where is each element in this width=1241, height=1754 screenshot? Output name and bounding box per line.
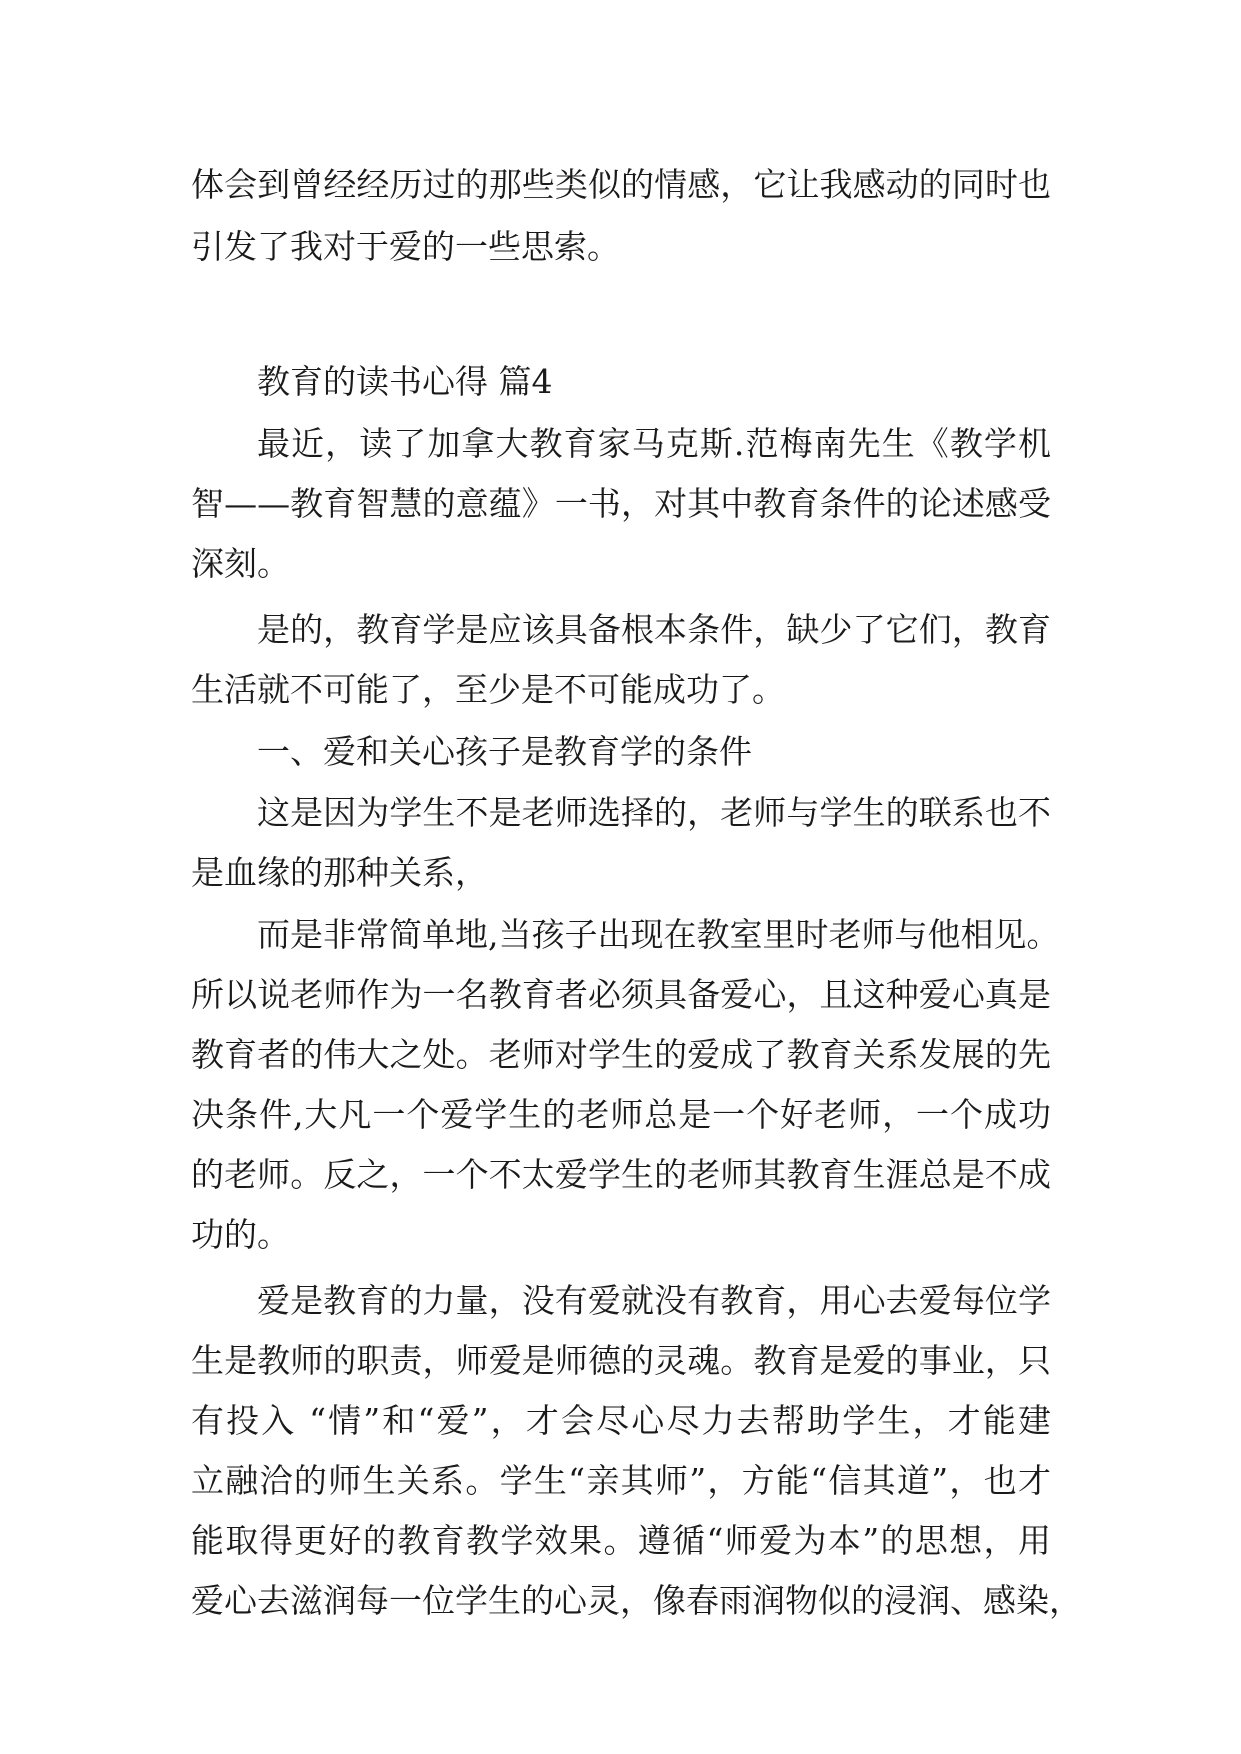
text-line: 爱心去滋润每一位学生的心灵，像春雨润物似的浸润、感染， — [191, 1581, 1082, 1620]
text-line: 而是非常简单地,当孩子出现在教室里时老师与他相见。 — [257, 915, 1060, 954]
text-line: 决条件,大凡一个爱学生的老师总是一个好老师，一个成功 — [191, 1095, 1051, 1134]
text-line: 教育者的伟大之处。老师对学生的爱成了教育关系发展的先 — [191, 1035, 1051, 1074]
text-line: 生是教师的职责，师爱是师德的灵魂。教育是爱的事业，只 — [191, 1341, 1051, 1380]
text-line: 爱是教育的力量，没有爱就没有教育，用心去爱每位学 — [257, 1281, 1051, 1320]
text-line: 最近，读了加拿大教育家马克斯.范梅南先生《教学机 — [257, 424, 1051, 463]
section-heading: 教育的读书心得 篇4 — [257, 362, 553, 401]
text-line: 是的，教育学是应该具备根本条件，缺少了它们，教育 — [257, 610, 1051, 649]
text-line: 所以说老师作为一名教育者必须具备爱心，且这种爱心真是 — [191, 975, 1051, 1014]
text-line: 功的。 — [191, 1215, 290, 1254]
text-line: 生活就不可能了，至少是不可能成功了。 — [191, 670, 785, 709]
text-line: 这是因为学生不是老师选择的，老师与学生的联系也不 — [257, 793, 1051, 832]
text-line: 是血缘的那种关系， — [191, 853, 488, 892]
text-line: 能取得更好的教育教学效果。遵循“师爱为本”的思想，用 — [191, 1521, 1051, 1560]
text-line: 立融洽的师生关系。学生“亲其师”，方能“信其道”，也才 — [191, 1461, 1051, 1500]
text-line: 有投入 “情”和“爱”，才会尽心尽力去帮助学生，才能建 — [191, 1401, 1051, 1440]
text-line: 深刻。 — [191, 544, 290, 583]
text-line: 智——教育智慧的意蕴》一书，对其中教育条件的论述感受 — [191, 484, 1051, 523]
text-line: 体会到曾经经历过的那些类似的情感，它让我感动的同时也 — [191, 165, 1051, 204]
text-line: 引发了我对于爱的一些思索。 — [191, 227, 620, 266]
subheading: 一、爱和关心孩子是教育学的条件 — [257, 732, 752, 771]
text-line: 的老师。反之，一个不太爱学生的老师其教育生涯总是不成 — [191, 1155, 1051, 1194]
